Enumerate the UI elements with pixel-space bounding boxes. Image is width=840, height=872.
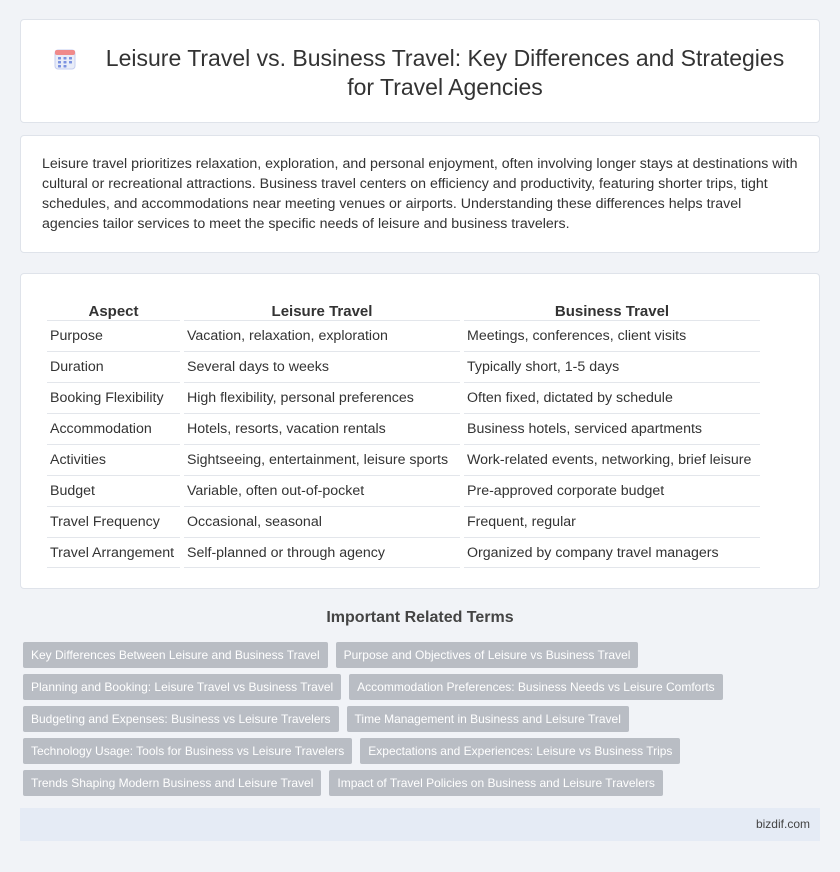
header-leisure: Leisure Travel <box>271 303 373 320</box>
table-row <box>47 351 760 382</box>
cell-leisure: Hotels, resorts, vacation rentals <box>184 413 460 444</box>
related-terms-title: Important Related Terms <box>326 609 514 626</box>
intro-paragraph: Leisure travel prioritizes relaxation, exploration, and personal enjoyment, often involving longer stays at destinations with cultural or recreational attractions. Business travel centers on efficiency and productivity, featuring shorter trips, tight schedules, and accommodations near meeting venues or airports. Understanding these differences helps travel agencies tailor services to meet the specific needs of leisure and business travelers. <box>42 156 798 232</box>
cell-business: Business hotels, serviced apartments <box>464 413 760 444</box>
table-row <box>47 413 760 444</box>
related-tag[interactable]: Purpose and Objectives of Leisure vs Business Travel <box>336 642 639 668</box>
header-business: Business Travel <box>554 303 670 320</box>
comparison-table <box>43 296 764 568</box>
header-aspect: Aspect <box>88 303 139 320</box>
related-tag[interactable]: Accommodation Preferences: Business Needs vs Leisure Comforts <box>349 674 723 700</box>
related-tag[interactable]: Budgeting and Expenses: Business vs Leisure Travelers <box>23 706 339 732</box>
related-tag[interactable]: Trends Shaping Modern Business and Leisure Travel <box>23 770 321 796</box>
table-row <box>47 537 760 568</box>
cell-business: Meetings, conferences, client visits <box>464 320 760 351</box>
related-tag[interactable]: Key Differences Between Leisure and Business Travel <box>23 642 328 668</box>
page-title: Leisure Travel vs. Business Travel: Key Differences and Strategies for Travel Agencies <box>105 45 785 100</box>
cell-aspect: Travel Arrangement <box>47 537 180 568</box>
related-tag[interactable]: Time Management in Business and Leisure Travel <box>347 706 629 732</box>
cell-leisure: High flexibility, personal preferences <box>184 382 460 413</box>
cell-aspect: Accommodation <box>47 413 180 444</box>
footer <box>20 808 820 841</box>
cell-aspect: Budget <box>47 475 180 506</box>
related-tag[interactable]: Technology Usage: Tools for Business vs Leisure Travelers <box>23 738 352 764</box>
cell-business: Typically short, 1-5 days <box>464 351 760 382</box>
comparison-table-card <box>20 273 820 589</box>
cell-aspect: Duration <box>47 351 180 382</box>
header-card <box>20 19 820 123</box>
cell-leisure: Variable, often out-of-pocket <box>184 475 460 506</box>
cell-business: Organized by company travel managers <box>464 537 760 568</box>
cell-business: Pre-approved corporate budget <box>464 475 760 506</box>
related-terms-tags <box>23 642 803 802</box>
related-tag[interactable]: Impact of Travel Policies on Business and Leisure Travelers <box>329 770 662 796</box>
intro-card <box>20 135 820 253</box>
cell-leisure: Sightseeing, entertainment, leisure sports <box>184 444 460 475</box>
related-tag[interactable]: Planning and Booking: Leisure Travel vs Business Travel <box>23 674 341 700</box>
table-header-row <box>47 296 760 320</box>
table-row <box>47 320 760 351</box>
table-row <box>47 382 760 413</box>
cell-aspect: Activities <box>47 444 180 475</box>
cell-aspect: Travel Frequency <box>47 506 180 537</box>
cell-leisure: Self-planned or through agency <box>184 537 460 568</box>
cell-leisure: Vacation, relaxation, exploration <box>184 320 460 351</box>
cell-aspect: Booking Flexibility <box>47 382 180 413</box>
table-row <box>47 444 760 475</box>
cell-business: Work-related events, networking, brief leisure <box>464 444 760 475</box>
cell-leisure: Several days to weeks <box>184 351 460 382</box>
cell-business: Frequent, regular <box>464 506 760 537</box>
cell-business: Often fixed, dictated by schedule <box>464 382 760 413</box>
related-tag[interactable]: Expectations and Experiences: Leisure vs Business Trips <box>360 738 680 764</box>
cell-leisure: Occasional, seasonal <box>184 506 460 537</box>
footer-site-link[interactable]: bizdif.com <box>755 817 810 831</box>
cell-aspect: Purpose <box>47 320 180 351</box>
table-row <box>47 475 760 506</box>
table-row <box>47 506 760 537</box>
